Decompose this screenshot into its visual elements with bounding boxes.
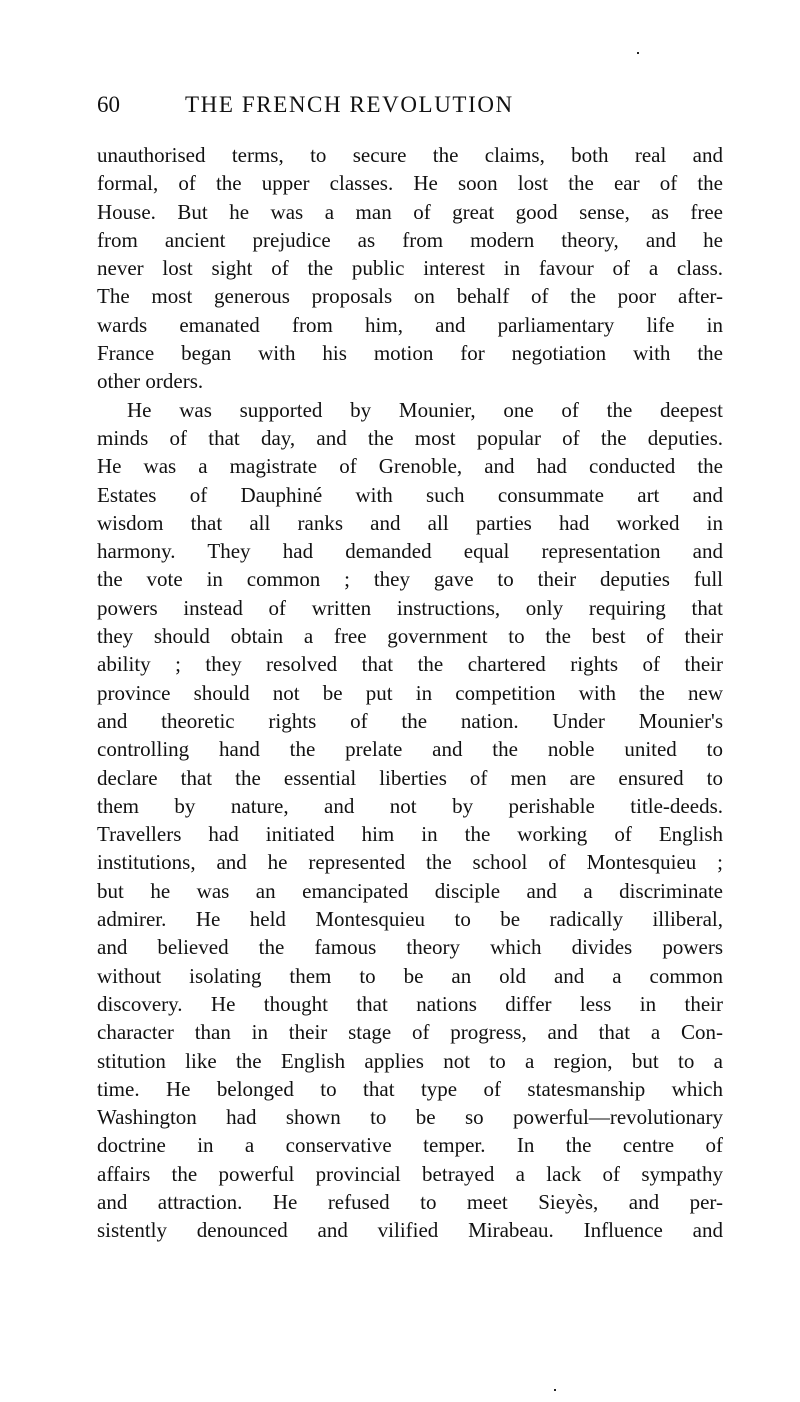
text-line: doctrine in a conservative temper. In the centre of	[97, 1133, 723, 1158]
page-header	[97, 88, 737, 122]
text-line: province should not be put in competition with the new	[97, 680, 723, 705]
text-line: The most generous proposals on behalf of the poor after-	[97, 284, 723, 309]
text-line: minds of that day, and the most popular of the deputies.	[97, 425, 723, 450]
text-line: House. But he was a man of great good sense, as free	[97, 199, 723, 224]
text-line: time. He belonged to that type of statesmanship which	[97, 1076, 723, 1101]
text-line: Estates of Dauphiné with such consummate art and	[97, 482, 723, 507]
text-line: but he was an emancipated disciple and a discriminate	[97, 878, 723, 903]
text-line: ability ; they resolved that the chartered rights of their	[97, 652, 723, 677]
text-line: the vote in common ; they gave to their deputies full	[97, 567, 723, 592]
text-line: Washington had shown to be so powerful—revolutionary	[97, 1105, 723, 1130]
body-text	[97, 141, 723, 1245]
text-line: other orders.	[97, 369, 204, 394]
text-line: never lost sight of the public interest in favour of a class.	[97, 256, 723, 281]
text-line: discovery. He thought that nations differ less in their	[97, 991, 723, 1016]
page-number: 60	[97, 92, 120, 117]
text-line: without isolating them to be an old and a common	[97, 963, 723, 988]
text-line: they should obtain a free government to the best of their	[97, 624, 723, 649]
scan-speck-top	[637, 52, 639, 54]
scan-speck-bottom	[554, 1389, 556, 1391]
text-line: institutions, and he represented the school of Montesquieu ;	[97, 850, 723, 875]
text-line: and theoretic rights of the nation. Under Mounier's	[97, 708, 723, 733]
text-line: He was a magistrate of Grenoble, and had conducted the	[97, 454, 723, 479]
text-line: wards emanated from him, and parliamentary life in	[97, 312, 723, 337]
text-line: unauthorised terms, to secure the claims, both real and	[97, 143, 723, 167]
text-line: character than in their stage of progress, and that a Con-	[97, 1020, 723, 1045]
text-line: harmony. They had demanded equal representation and	[97, 539, 723, 564]
text-line: sistently denounced and vilified Mirabeau. Influence and	[97, 1218, 723, 1243]
text-line: affairs the powerful provincial betrayed a lack of sympathy	[97, 1161, 723, 1186]
text-line: wisdom that all ranks and all parties had worked in	[97, 510, 723, 535]
text-line: admirer. He held Montesquieu to be radically illiberal,	[97, 907, 723, 932]
text-line: and believed the famous theory which divides powers	[97, 935, 723, 960]
text-line: formal, of the upper classes. He soon lost the ear of the	[97, 171, 723, 196]
text-line: controlling hand the prelate and the noble united to	[97, 737, 723, 762]
text-line: from ancient prejudice as from modern theory, and he	[97, 227, 723, 252]
text-line: powers instead of written instructions, only requiring that	[97, 595, 723, 620]
text-line: stitution like the English applies not to a region, but to a	[97, 1048, 723, 1073]
text-line: them by nature, and not by perishable title-deeds.	[97, 793, 723, 818]
running-title: THE FRENCH REVOLUTION	[185, 92, 514, 117]
text-line: and attraction. He refused to meet Sieyès, and per-	[97, 1189, 723, 1214]
text-line-paragraph-start: He was supported by Mounier, one of the deepest	[127, 397, 723, 422]
text-line: declare that the essential liberties of men are ensured to	[97, 765, 723, 790]
text-line: France began with his motion for negotiation with the	[97, 341, 723, 366]
text-line: Travellers had initiated him in the working of English	[97, 822, 723, 847]
